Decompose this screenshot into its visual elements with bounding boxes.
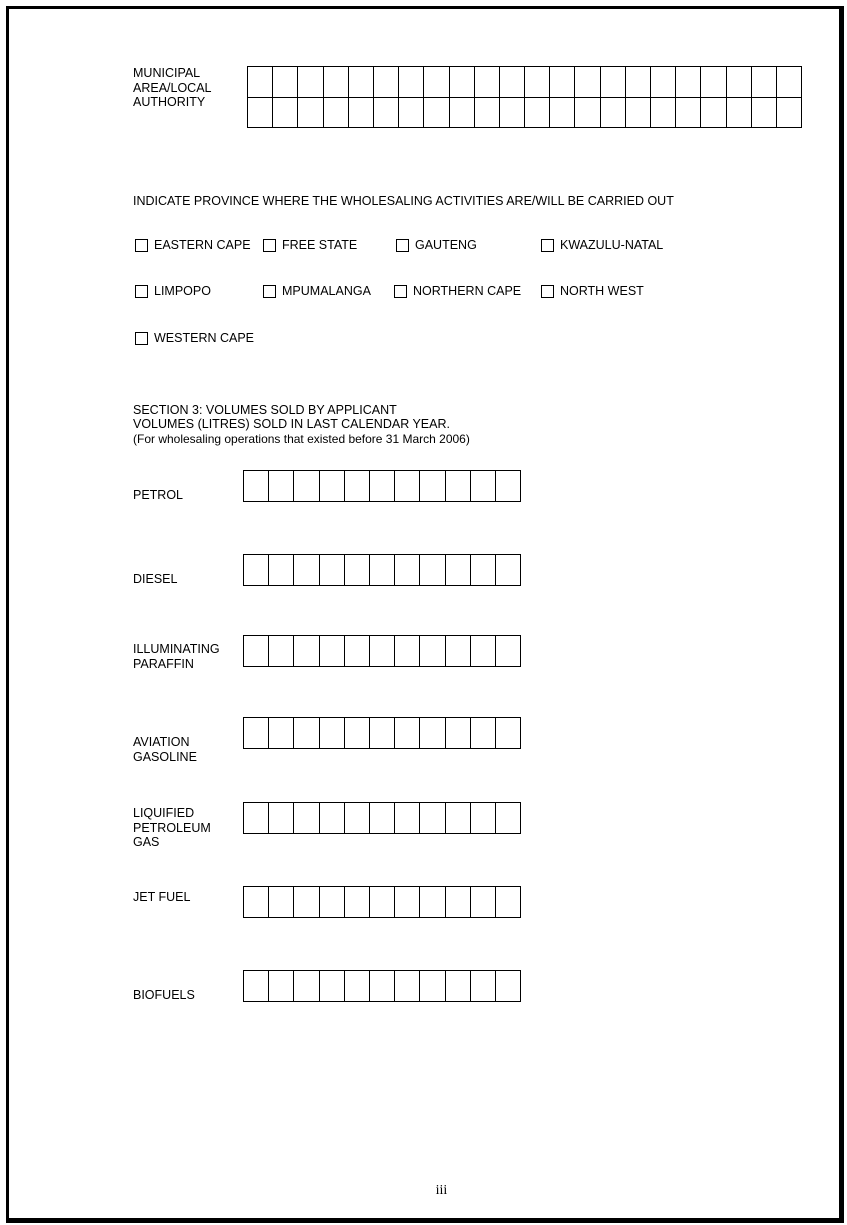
character-box[interactable] [269,971,294,1002]
character-box[interactable] [248,67,273,98]
character-box[interactable] [298,67,323,98]
character-box[interactable] [294,471,319,502]
character-box[interactable] [676,98,701,129]
character-box[interactable] [370,471,395,502]
province-option-eastern-cape[interactable] [135,238,251,252]
character-box[interactable] [269,718,294,749]
character-box[interactable] [500,67,525,98]
character-box[interactable] [273,98,298,129]
character-box[interactable] [395,636,420,667]
character-box[interactable] [550,67,575,98]
character-box[interactable] [475,98,500,129]
character-box[interactable] [345,887,370,918]
character-box[interactable] [320,971,345,1002]
province-option-mpumalanga[interactable] [263,284,371,298]
fuel-label-diesel: DIESEL [133,572,178,586]
character-box[interactable] [601,67,626,98]
fuel-label-liquified-petroleum-gas: LIQUIFIED PETROLEUM GAS [133,806,211,849]
character-box[interactable] [395,471,420,502]
character-box[interactable] [475,67,500,98]
character-box[interactable] [420,803,445,834]
character-box[interactable] [294,887,319,918]
character-box[interactable] [244,971,269,1002]
volume-input-petrol[interactable] [243,470,521,502]
character-box[interactable] [395,971,420,1002]
character-box[interactable] [320,636,345,667]
volume-input-biofuels[interactable] [243,970,521,1002]
character-box[interactable] [349,67,374,98]
province-option-label: MPUMALANGA [282,284,371,298]
page-border [6,6,844,1223]
character-box[interactable] [248,98,273,129]
section3-title: SECTION 3: VOLUMES SOLD BY APPLICANT [133,403,397,417]
character-box[interactable] [244,803,269,834]
character-box[interactable] [395,887,420,918]
character-box[interactable] [244,887,269,918]
character-box[interactable] [370,803,395,834]
province-option-label: WESTERN CAPE [154,331,255,345]
province-option-label: KWAZULU-NATAL [560,238,664,252]
character-box[interactable] [294,555,319,586]
volume-input-aviation-gasoline[interactable] [243,717,521,749]
checkbox[interactable] [135,285,148,298]
character-box[interactable] [752,67,777,98]
character-box[interactable] [471,555,496,586]
character-box[interactable] [370,971,395,1002]
volume-input-liquified-petroleum-gas[interactable] [243,802,521,834]
character-box[interactable] [349,98,374,129]
character-box[interactable] [701,67,726,98]
province-option-label: NORTH WEST [560,284,644,298]
character-box[interactable] [471,887,496,918]
character-box[interactable] [575,67,600,98]
character-box[interactable] [471,803,496,834]
character-box[interactable] [345,636,370,667]
municipal-area-input-grid[interactable] [247,66,802,128]
character-box[interactable] [320,718,345,749]
character-box[interactable] [395,555,420,586]
character-box[interactable] [424,98,449,129]
character-box[interactable] [525,67,550,98]
province-option-north-west[interactable] [541,284,644,298]
province-option-gauteng[interactable] [396,238,477,252]
character-box[interactable] [446,971,471,1002]
character-box[interactable] [420,971,445,1002]
character-box[interactable] [446,636,471,667]
province-option-label: FREE STATE [282,238,358,252]
character-box[interactable] [450,67,475,98]
character-box[interactable] [496,471,521,502]
character-box[interactable] [269,803,294,834]
fuel-label-aviation-gasoline: AVIATION GASOLINE [133,735,197,764]
section3-subtitle: VOLUMES (LITRES) SOLD IN LAST CALENDAR YEAR. [133,417,450,431]
character-box[interactable] [395,718,420,749]
province-option-label: GAUTENG [415,238,477,252]
section3-note: (For wholesaling operations that existed before 31 March 2006) [133,432,470,446]
character-box[interactable] [496,555,521,586]
character-box[interactable] [320,471,345,502]
character-box[interactable] [269,555,294,586]
character-box[interactable] [294,718,319,749]
character-box[interactable] [496,636,521,667]
character-box[interactable] [320,803,345,834]
fuel-label-illuminating-paraffin: ILLUMINATING PARAFFIN [133,642,220,671]
character-box[interactable] [525,98,550,129]
character-box[interactable] [370,718,395,749]
character-box[interactable] [324,98,349,129]
character-box[interactable] [471,971,496,1002]
character-box[interactable] [244,471,269,502]
character-box[interactable] [676,67,701,98]
character-box[interactable] [374,98,399,129]
municipal-area-label: MUNICIPAL AREA/LOCAL AUTHORITY [133,66,212,109]
fuel-label-jet-fuel: JET FUEL [133,890,191,904]
checkbox[interactable] [541,285,554,298]
character-box[interactable] [727,98,752,129]
character-box[interactable] [244,636,269,667]
character-box[interactable] [446,471,471,502]
checkbox[interactable] [263,285,276,298]
character-box[interactable] [446,803,471,834]
character-box[interactable] [420,555,445,586]
province-option-free-state[interactable] [263,238,357,252]
character-box[interactable] [777,98,802,129]
character-box[interactable] [496,718,521,749]
character-box[interactable] [345,971,370,1002]
character-box[interactable] [345,718,370,749]
character-box[interactable] [395,803,420,834]
character-box[interactable] [496,803,521,834]
character-box[interactable] [244,718,269,749]
character-box[interactable] [269,471,294,502]
fuel-label-petrol: PETROL [133,488,184,502]
character-box[interactable] [701,98,726,129]
province-option-limpopo[interactable] [135,284,211,298]
character-box[interactable] [370,555,395,586]
volume-input-illuminating-paraffin[interactable] [243,635,521,667]
character-box[interactable] [601,98,626,129]
character-box[interactable] [626,98,651,129]
character-box[interactable] [424,67,449,98]
character-box[interactable] [420,636,445,667]
character-box[interactable] [446,555,471,586]
character-box[interactable] [777,67,802,98]
character-box[interactable] [420,718,445,749]
character-box[interactable] [374,67,399,98]
character-box[interactable] [298,98,323,129]
checkbox[interactable] [396,239,409,252]
character-box[interactable] [399,67,424,98]
province-option-western-cape[interactable] [135,331,254,345]
character-box[interactable] [752,98,777,129]
character-box[interactable] [446,718,471,749]
character-box[interactable] [471,636,496,667]
character-box[interactable] [345,803,370,834]
character-box[interactable] [320,887,345,918]
volume-input-diesel[interactable] [243,554,521,586]
character-box[interactable] [269,887,294,918]
character-box[interactable] [471,471,496,502]
character-box[interactable] [727,67,752,98]
province-option-label: LIMPOPO [154,284,211,298]
province-option-label: NORTHERN CAPE [413,284,522,298]
character-box[interactable] [273,67,298,98]
character-box[interactable] [496,887,521,918]
province-option-kwazulu-natal[interactable] [541,238,663,252]
character-box[interactable] [294,803,319,834]
checkbox[interactable] [541,239,554,252]
character-box[interactable] [294,636,319,667]
character-box[interactable] [651,67,676,98]
page-number: iii [435,1183,448,1198]
volume-input-jet-fuel[interactable] [243,886,521,918]
character-box[interactable] [446,887,471,918]
character-box[interactable] [420,887,445,918]
character-box[interactable] [269,636,294,667]
character-box[interactable] [244,555,269,586]
character-box[interactable] [324,67,349,98]
character-box[interactable] [370,636,395,667]
checkbox[interactable] [135,332,148,345]
character-box[interactable] [500,98,525,129]
character-box[interactable] [345,471,370,502]
character-box[interactable] [450,98,475,129]
province-option-label: EASTERN CAPE [154,238,251,252]
character-box[interactable] [294,971,319,1002]
character-box[interactable] [399,98,424,129]
character-box[interactable] [370,887,395,918]
character-box[interactable] [550,98,575,129]
province-heading: INDICATE PROVINCE WHERE THE WHOLESALING ACTIVITIES ARE/WILL BE CARRIED OUT [133,194,674,208]
checkbox[interactable] [135,239,148,252]
checkbox[interactable] [263,239,276,252]
checkbox[interactable] [394,285,407,298]
character-box[interactable] [345,555,370,586]
character-box[interactable] [651,98,676,129]
character-box[interactable] [420,471,445,502]
province-option-northern-cape[interactable] [394,284,521,298]
character-box[interactable] [575,98,600,129]
character-box[interactable] [471,718,496,749]
fuel-label-biofuels: BIOFUELS [133,988,195,1002]
character-box[interactable] [496,971,521,1002]
character-box[interactable] [626,67,651,98]
character-box[interactable] [320,555,345,586]
